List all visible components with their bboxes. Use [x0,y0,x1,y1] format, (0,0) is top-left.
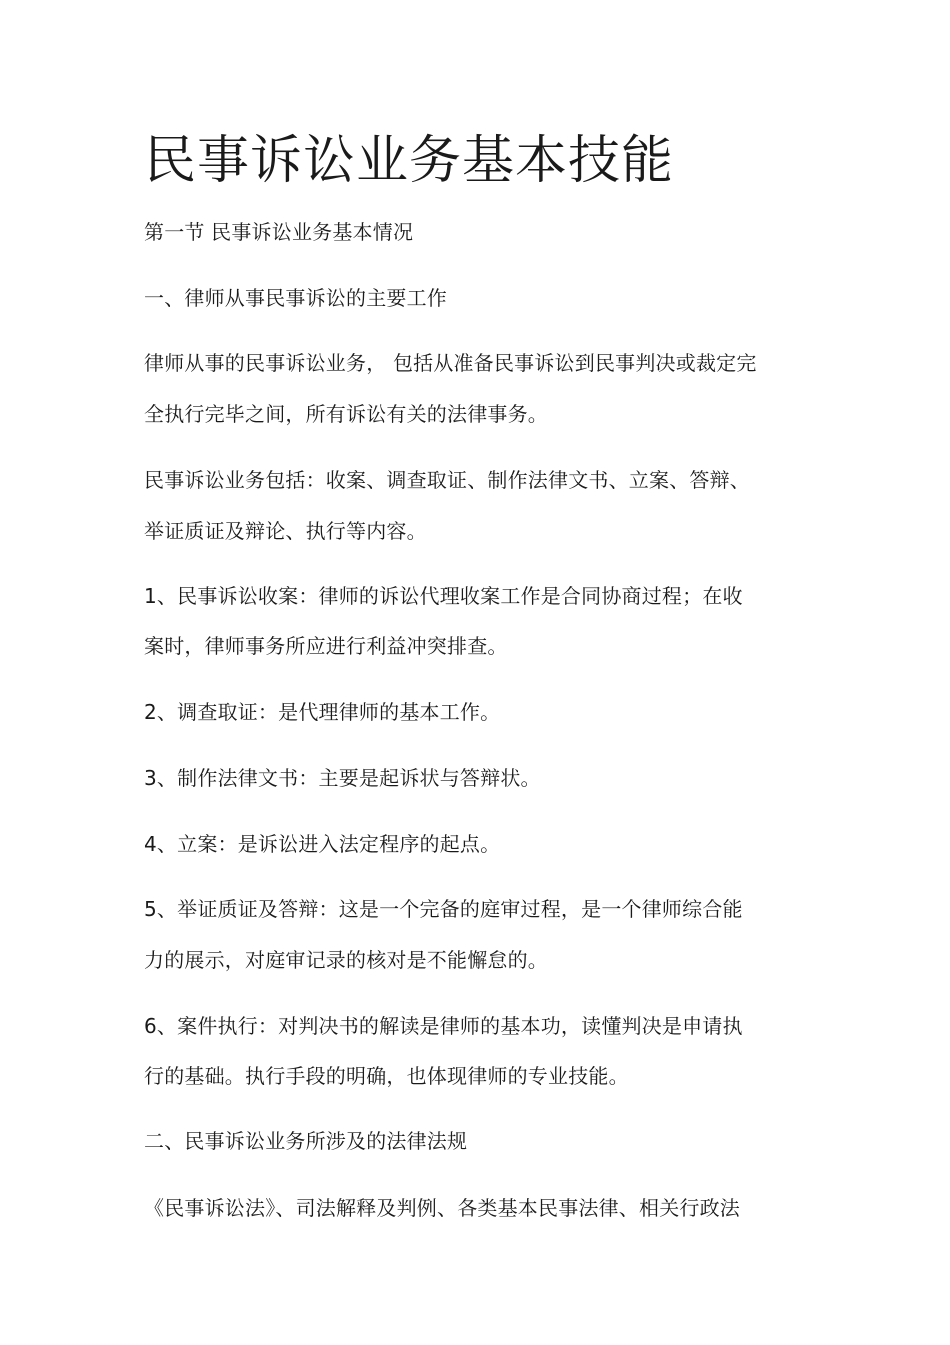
paragraph-line: 民事诉讼业务包括：收案、调查取证、制作法律文书、立案、答辩、 [144,468,750,492]
subsection-heading: 二、民事诉讼业务所涉及的法律法规 [144,1129,468,1153]
subsection-heading: 一、律师从事民事诉讼的主要工作 [144,286,447,310]
document-title: 民事诉讼业务基本技能 [144,131,675,191]
paragraph-line: 举证质证及辩论、执行等内容。 [144,519,427,543]
list-item-line: 5、举证质证及答辩：这是一个完备的庭审过程，是一个律师综合能 [144,897,743,921]
list-item-line: 6、案件执行：对判决书的解读是律师的基本功，读懂判决是申请执 [144,1014,743,1038]
section-heading: 第一节 民事诉讼业务基本情况 [144,220,414,244]
list-item-line: 力的展示，对庭审记录的核对是不能懈怠的。 [144,948,548,972]
list-item-line: 2、调查取证：是代理律师的基本工作。 [144,700,501,724]
paragraph-line: 律师从事的民事诉讼业务， 包括从准备民事诉讼到民事判决或裁定完 [144,351,757,375]
list-item-line: 4、立案：是诉讼进入法定程序的起点。 [144,832,501,856]
paragraph-line: 《民事诉讼法》、司法解释及判例、各类基本民事法律、相关行政法 [144,1196,740,1220]
list-item-line: 行的基础。执行手段的明确，也体现律师的专业技能。 [144,1064,629,1088]
list-item-line: 1、民事诉讼收案：律师的诉讼代理收案工作是合同协商过程；在收 [144,584,743,608]
list-item-line: 3、制作法律文书：主要是起诉状与答辩状。 [144,766,541,790]
paragraph-line: 全执行完毕之间，所有诉讼有关的法律事务。 [144,402,548,426]
list-item-line: 案时，律师事务所应进行利益冲突排查。 [144,634,508,658]
